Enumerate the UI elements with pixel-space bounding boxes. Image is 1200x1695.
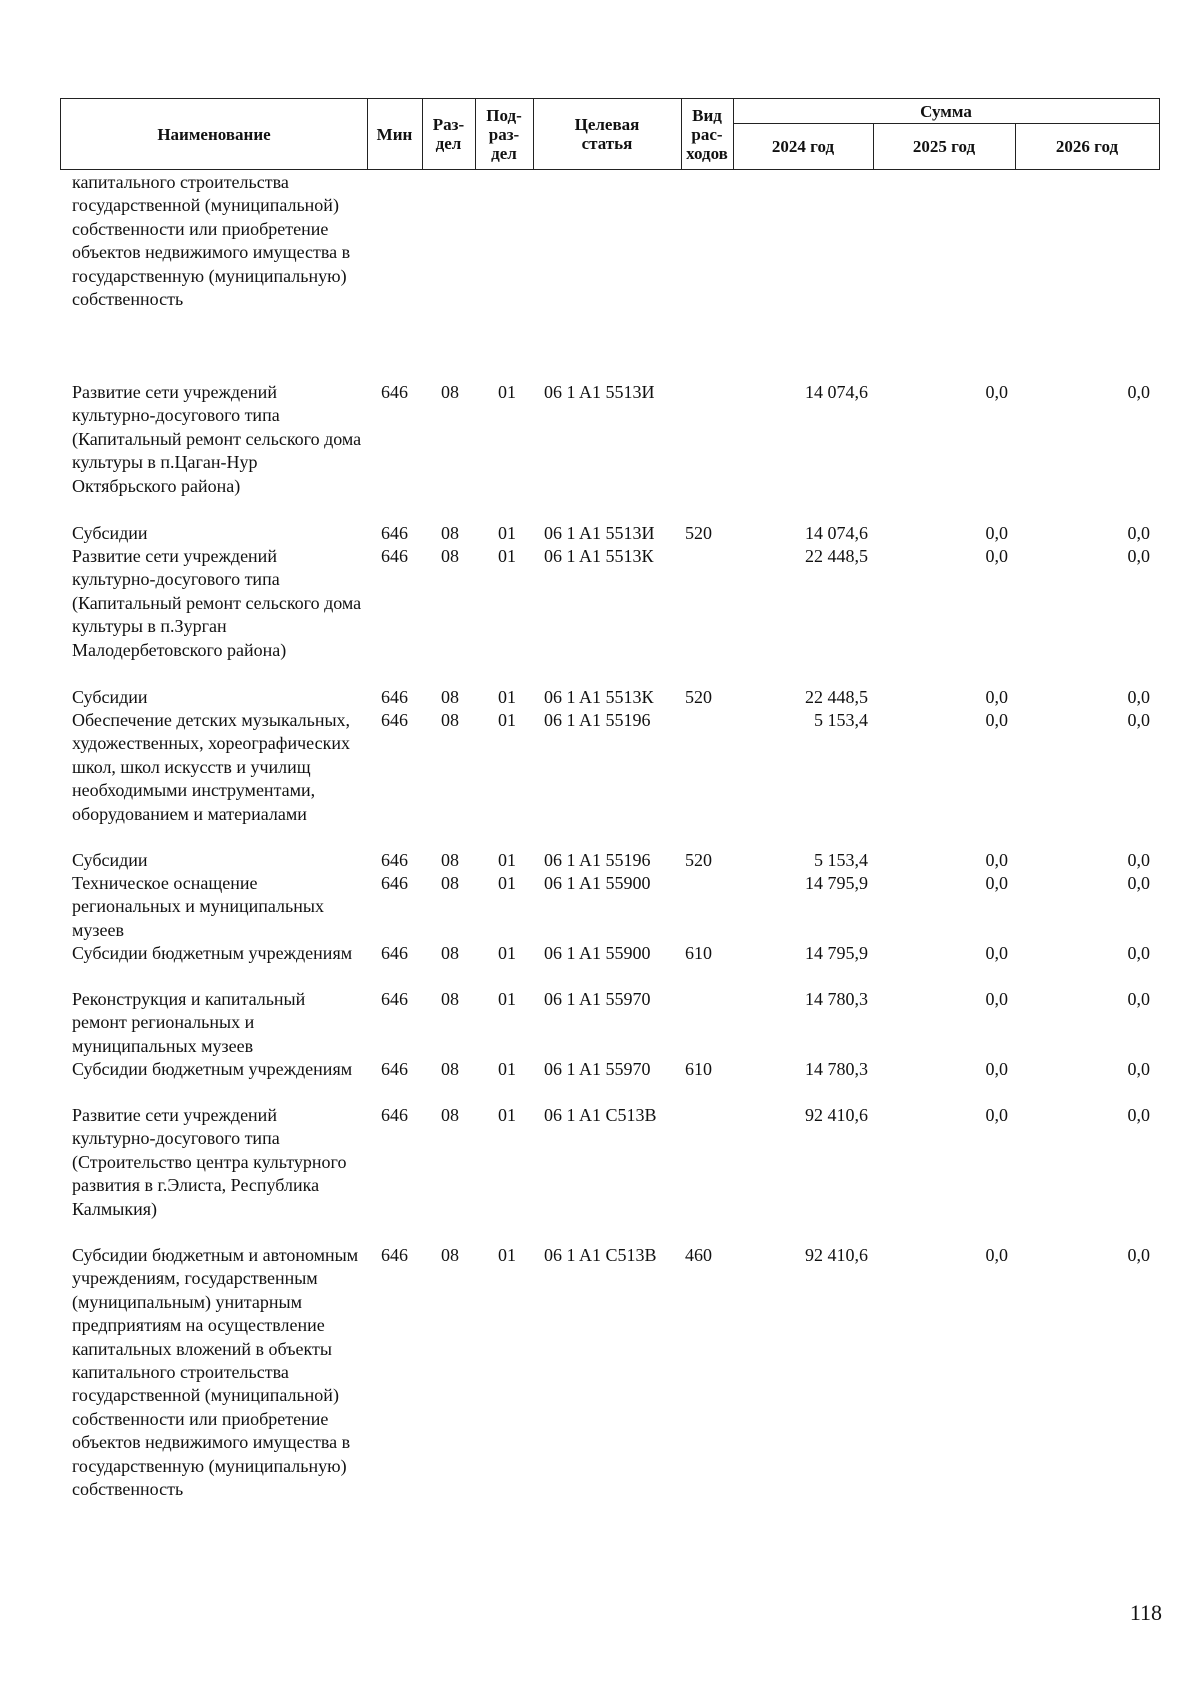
row-name: Развитие сети учреждений культурно-досугового типа (Капитальный ремонт сельского дома культуры в п.Зурган Малодербетовского района) (72, 546, 362, 660)
row-2025: 0,0 (985, 523, 1008, 543)
row-podrazdel: 01 (498, 1245, 516, 1265)
table-header (60, 98, 1160, 170)
row-celevaya: 06 1 A1 C513B (544, 1245, 657, 1265)
row-min: 646 (381, 1105, 408, 1125)
row-2025: 0,0 (985, 1105, 1008, 1125)
row-razdel: 08 (441, 1105, 459, 1125)
row-2026: 0,0 (1127, 710, 1150, 730)
row-vid: 520 (685, 850, 712, 870)
row-name: Обеспечение детских музыкальных, художественных, хореографических школ, школ искусств и училищ необходимыми инструментами, оборудованием и материалами (72, 710, 351, 824)
row-razdel: 08 (441, 687, 459, 707)
row-2026: 0,0 (1127, 523, 1150, 543)
row-2026: 0,0 (1127, 1105, 1150, 1125)
row-2025: 0,0 (985, 687, 1008, 707)
header-vid-rashodov: Вид рас- ходов (686, 105, 728, 163)
row-min: 646 (381, 989, 408, 1009)
row-vid: 520 (685, 687, 712, 707)
row-2025: 0,0 (985, 850, 1008, 870)
header-summa: Сумма (920, 101, 972, 121)
row-celevaya: 06 1 A1 55970 (544, 1059, 651, 1079)
row-razdel: 08 (441, 523, 459, 543)
row-name: Субсидии бюджетным и автономным учреждениям, государственным (муниципальным) унитарным предприятиям на осуществление капитальных вложений в объекты капитального строительства государственной (муниципальной) собственности или приобретение объектов недвижимого имущества в государственную (муниципальную) собственность (72, 1245, 359, 1500)
row-2025: 0,0 (985, 546, 1008, 566)
row-podrazdel: 01 (498, 873, 516, 893)
row-name: Субсидии бюджетным учреждениям (72, 943, 353, 963)
row-2024: 14 074,6 (805, 382, 868, 402)
row-razdel: 08 (441, 850, 459, 870)
row-2024: 14 780,3 (805, 1059, 868, 1079)
row-podrazdel: 01 (498, 546, 516, 566)
row-name: Техническое оснащение региональных и муниципальных музеев (72, 873, 324, 940)
row-celevaya: 06 1 A1 55900 (544, 873, 651, 893)
row-name: Реконструкция и капитальный ремонт региональных и муниципальных музеев (72, 989, 306, 1056)
row-razdel: 08 (441, 1245, 459, 1265)
row-podrazdel: 01 (498, 943, 516, 963)
row-min: 646 (381, 850, 408, 870)
row-podrazdel: 01 (498, 523, 516, 543)
header-2025: 2025 год (912, 136, 976, 156)
row-razdel: 08 (441, 382, 459, 402)
header-celevaya-statya: Целевая статья (574, 115, 640, 153)
row-min: 646 (381, 523, 408, 543)
row-2026: 0,0 (1127, 1059, 1150, 1079)
row-razdel: 08 (441, 710, 459, 730)
row-2025: 0,0 (985, 1245, 1008, 1265)
row-min: 646 (381, 873, 408, 893)
row-2025: 0,0 (985, 1059, 1008, 1079)
row-vid: 520 (685, 523, 712, 543)
row-celevaya: 06 1 A1 55196 (544, 850, 651, 870)
row-2025: 0,0 (985, 710, 1008, 730)
row-2024: 14 795,9 (805, 943, 868, 963)
row-2026: 0,0 (1127, 546, 1150, 566)
row-2024: 92 410,6 (805, 1105, 868, 1125)
row-name: Субсидии бюджетным учреждениям (72, 1059, 353, 1079)
row-celevaya: 06 1 A1 55196 (544, 710, 651, 730)
row-2026: 0,0 (1127, 382, 1150, 402)
row-2025: 0,0 (985, 943, 1008, 963)
row-2024: 14 780,3 (805, 989, 868, 1009)
row-2026: 0,0 (1127, 850, 1150, 870)
row-2025: 0,0 (985, 382, 1008, 402)
row-2024: 5 153,4 (814, 850, 868, 870)
row-2025: 0,0 (985, 989, 1008, 1009)
row-podrazdel: 01 (498, 382, 516, 402)
row-name: Субсидии (72, 850, 148, 870)
header-razdel: Раз- дел (432, 115, 465, 153)
row-2026: 0,0 (1127, 873, 1150, 893)
header-2024: 2024 год (771, 136, 835, 156)
row-celevaya: 06 1 A1 5513К (544, 546, 654, 566)
row-2026: 0,0 (1127, 989, 1150, 1009)
row-podrazdel: 01 (498, 1105, 516, 1125)
row-min: 646 (381, 687, 408, 707)
row-celevaya: 06 1 A1 5513К (544, 687, 654, 707)
row-podrazdel: 01 (498, 850, 516, 870)
row-podrazdel: 01 (498, 1059, 516, 1079)
row-name: Субсидии (72, 523, 148, 543)
row-min: 646 (381, 1059, 408, 1079)
row-2024: 5 153,4 (814, 710, 868, 730)
row-min: 646 (381, 546, 408, 566)
header-podrazdel: Под- раз- дел (486, 105, 522, 163)
row-min: 646 (381, 710, 408, 730)
row-celevaya: 06 1 A1 55970 (544, 989, 651, 1009)
row-razdel: 08 (441, 989, 459, 1009)
page-number: 118 (1129, 1600, 1162, 1625)
row-2025: 0,0 (985, 873, 1008, 893)
row-podrazdel: 01 (498, 687, 516, 707)
row-celevaya: 06 1 A1 C513B (544, 1105, 657, 1125)
header-min: Мин (376, 124, 413, 144)
row-2024: 22 448,5 (805, 687, 868, 707)
header-2026: 2026 год (1055, 136, 1119, 156)
row-razdel: 08 (441, 1059, 459, 1079)
header-name: Наименование (157, 124, 271, 144)
row-name: капитального строительства государственной (муниципальной) собственности или приобретение объектов недвижимого имущества в государственную (муниципальную) собственность (72, 172, 351, 310)
row-2024: 22 448,5 (805, 546, 868, 566)
row-2024: 92 410,6 (805, 1245, 868, 1265)
row-min: 646 (381, 1245, 408, 1265)
row-podrazdel: 01 (498, 710, 516, 730)
row-celevaya: 06 1 A1 5513И (544, 523, 655, 543)
row-vid: 610 (685, 943, 712, 963)
row-2026: 0,0 (1127, 943, 1150, 963)
row-celevaya: 06 1 A1 55900 (544, 943, 651, 963)
row-celevaya: 06 1 A1 5513И (544, 382, 655, 402)
row-min: 646 (381, 382, 408, 402)
row-2024: 14 795,9 (805, 873, 868, 893)
row-vid: 610 (685, 1059, 712, 1079)
row-name: Развитие сети учреждений культурно-досугового типа (Строительство центра культурного развития в г.Элиста, Республика Калмыкия) (72, 1105, 347, 1219)
row-razdel: 08 (441, 546, 459, 566)
row-2026: 0,0 (1127, 1245, 1150, 1265)
row-2026: 0,0 (1127, 687, 1150, 707)
row-podrazdel: 01 (498, 989, 516, 1009)
row-razdel: 08 (441, 943, 459, 963)
row-2024: 14 074,6 (805, 523, 868, 543)
row-vid: 460 (685, 1245, 712, 1265)
row-min: 646 (381, 943, 408, 963)
row-name: Субсидии (72, 687, 148, 707)
row-name: Развитие сети учреждений культурно-досугового типа (Капитальный ремонт сельского дома культуры в п.Цаган-Нур Октябрьского района) (72, 382, 362, 496)
row-razdel: 08 (441, 873, 459, 893)
